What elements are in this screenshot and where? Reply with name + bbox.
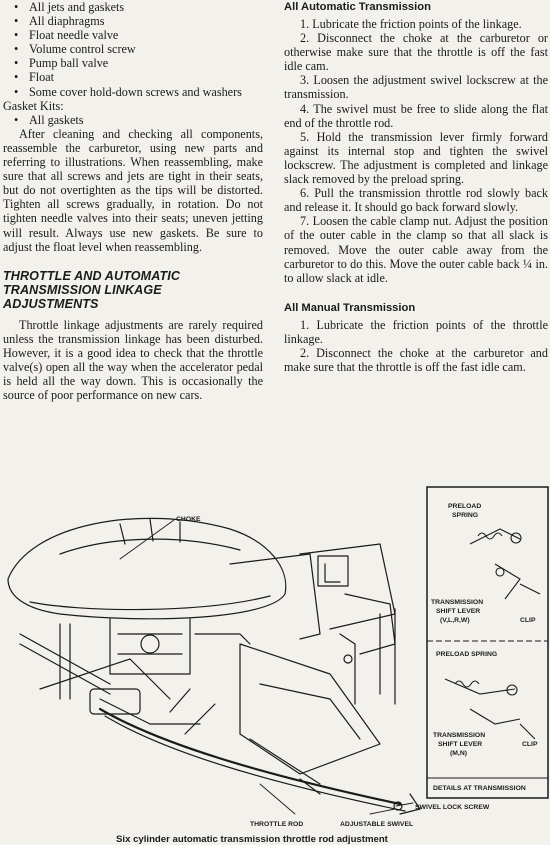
- auto-step: 1. Lubricate the friction points of the linkage.: [300, 17, 522, 31]
- throttle-linkage-diagram: [0, 484, 550, 845]
- upper-detail-drawing: [470, 529, 540, 599]
- section-title: [3, 269, 263, 311]
- list-item: • Pump ball valve: [3, 56, 263, 70]
- label-preload-spring: SPRING: [452, 512, 479, 519]
- label-preload-spring: PRELOAD SPRING: [436, 651, 498, 658]
- manual-transmission-heading: All Manual Transmission: [284, 301, 416, 314]
- list-item: • Float needle valve: [3, 28, 263, 42]
- label-adjustable-swivel: ADJUSTABLE SWIVEL: [340, 821, 414, 828]
- auto-step: 7. Loosen the cable clamp nut. Adjust the position of the outer cable in the clamp so that all slack is removed. Move the outer cable away from the carburetor to do this. Move the outer cable back ¼ in. to allow slack at idle.: [284, 214, 548, 285]
- details-box-title: DETAILS AT TRANSMISSION: [433, 785, 526, 792]
- intro-paragraph: Throttle linkage adjustments are rarely required unless the transmission linkage has been disturbed. However, it is a good idea to check that the throttle valve(s) open all the way when the accelerator pedal is held all the way down. This is occasionally the source of poor performance on new cars.: [3, 317, 263, 403]
- auto-step: 4. The swivel must be free to slide along the flat end of the throttle rod.: [284, 101, 548, 130]
- parts-kit-list: [3, 0, 263, 99]
- section-title-line: ADJUSTMENTS: [3, 296, 99, 311]
- list-item: • All gaskets: [3, 113, 263, 127]
- manual-step: 2. Disconnect the choke at the carburetor and make sure that the throttle is off the fast idle cam.: [284, 345, 548, 375]
- figure-caption: Six cylinder automatic transmission throttle rod adjustment: [116, 834, 388, 845]
- list-item: • Float: [3, 70, 263, 84]
- engine-illustration: [8, 518, 420, 814]
- section-title-line: TRANSMISSION LINKAGE: [3, 282, 162, 297]
- label-transmission-shift-lever: TRANSMISSION: [431, 599, 484, 606]
- label-transmission-shift-lever: SHIFT LEVER: [436, 608, 481, 615]
- transmission-details-inset: [427, 487, 548, 798]
- cleaning-paragraph: After cleaning and checking all components, reassemble the carburetor, using new parts and referring to illustrations. When reassembling, make sure that all screws and jets are tight in their seats, but do not overtighten as the tips will be distorted. Tighten all screws gradually, in rotation. Do not tighten needle valves into their seats; uneven jetting will result. Always use new gaskets. Be sure to adjust the float level when reassembling.: [3, 126, 263, 254]
- label-swivel-lock-screw: SWIVEL LOCK SCREW: [415, 804, 490, 811]
- gasket-kits-label: Gasket Kits:: [3, 98, 64, 113]
- lower-detail-drawing: [445, 679, 535, 739]
- label-preload-spring: PRELOAD: [448, 503, 482, 510]
- automatic-transmission-heading: All Automatic Transmission: [284, 1, 431, 13]
- right-column: [284, 0, 548, 374]
- list-item: • All diaphragms: [3, 14, 263, 28]
- auto-step: 6. Pull the transmission throttle rod slowly back and release it. It should go back forward slowly.: [284, 186, 548, 215]
- label-choke: CHOKE: [176, 516, 201, 523]
- label-clip: CLIP: [520, 617, 536, 624]
- label-transmission-shift-lever: SHIFT LEVER: [438, 741, 483, 748]
- list-item: • Volume control screw: [3, 42, 263, 56]
- auto-step: 2. Disconnect the choke at the carburetor or otherwise make sure that the throttle is off the fast idle cam.: [284, 31, 548, 74]
- label-transmission-shift-lever: (V,L,R,W): [440, 617, 470, 624]
- list-item: • Some cover hold-down screws and washers: [3, 85, 263, 99]
- label-transmission-shift-lever: (M,N): [450, 750, 467, 757]
- section-title-line: THROTTLE AND AUTOMATIC: [3, 268, 181, 283]
- label-clip: CLIP: [522, 741, 538, 748]
- left-column: [3, 0, 263, 402]
- auto-step: 5. Hold the transmission lever firmly forward against its internal stop and tighten the swivel lockscrew. The adjustment is completed and linkage slack removed by the preload spring.: [284, 129, 548, 187]
- label-throttle-rod: THROTTLE ROD: [250, 821, 304, 828]
- list-item: • All jets and gaskets: [3, 0, 263, 14]
- auto-step: 3. Loosen the adjustment swivel lockscrew at the transmission.: [284, 73, 548, 102]
- gasket-kit-list: [3, 113, 263, 127]
- manual-step: 1. Lubricate the friction points of the throttle linkage.: [284, 317, 548, 346]
- label-transmission-shift-lever: TRANSMISSION: [433, 732, 486, 739]
